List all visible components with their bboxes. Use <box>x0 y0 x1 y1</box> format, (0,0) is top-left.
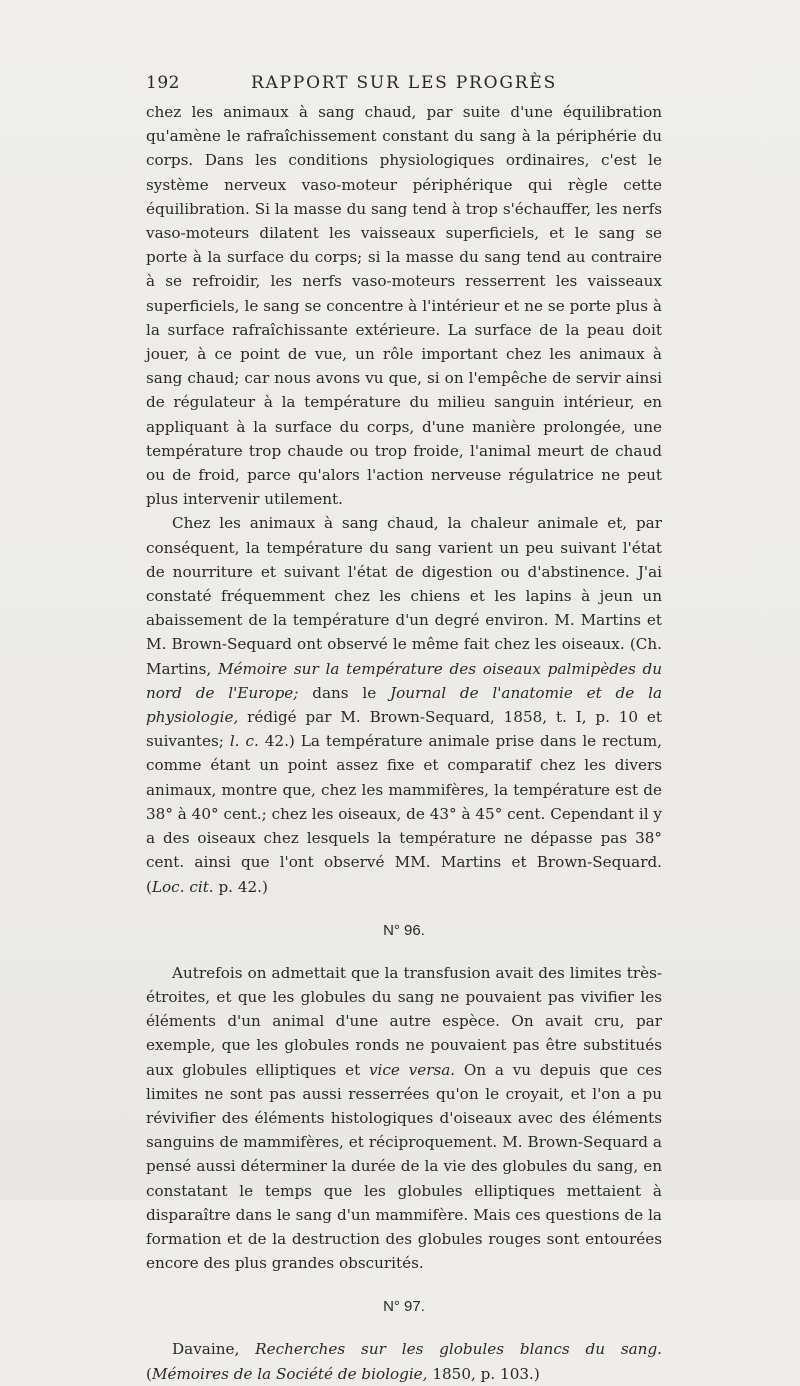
text-run: p. 42.) <box>213 877 268 896</box>
citation-title: Recherches sur les globules blancs du sang. <box>255 1340 662 1359</box>
journal-title: Journal de l'anatomie et de la physiologie, <box>146 683 662 727</box>
text-run: 1850, p. 103.) <box>427 1364 540 1383</box>
paragraph-continuation: chez les animaux à sang chaud, par suite d'une équilibration qu'amène le rafraîchissement constant du sang à la périphérie du corps. Dans les conditions physiologiques ordinaires, c'est le système nerveux vaso-moteur périphérique qui règle cette équilibration. Si la masse du sang tend à trop s'échauffer, les nerfs vaso-moteurs dilatent les vaisseaux superficiels, et le sang se porte à la surface du corps; si la masse du sang tend au contraire à se refroidir, les nerfs vaso-moteurs resserrent les vaisseaux superficiels, le sang se concentre à l'intérieur et ne se porte plus à la surface rafraîchissante extérieure. La surface de la peau doit jouer, à ce point de vue, un rôle important chez les animaux à sang chaud; car nous avons vu que, si on l'empêche de servir ainsi de régulateur à la température du milieu sanguin intérieur, en appliquant à la surface du corps, d'une manière prolongée, une température trop chaude ou trop froide, l'animal meurt de chaud ou de froid, parce qu'alors l'action nerveuse régulatrice ne peut plus intervenir utilement. <box>146 103 662 509</box>
section-number-97: N° 97. <box>383 1298 425 1316</box>
page-number: 192 <box>146 73 180 93</box>
journal-title: Mémoires de la Société de biologie, <box>151 1364 428 1383</box>
text-run: On a vu depuis que ces limites ne sont pas aussi resserrées qu'on le croyait, et l'on a pu révivifier des éléments histologiques d'oiseaux avec des éléments sanguins de mammifères, et réciproquement. M. Brown-Sequard a pensé aussi déterminer la durée de la vie des globules du sang, en constatant le temps que les globules elliptiques mettaient à disparaître dans le sang d'un mammifère. Mais ces questions de la formation et de la destruction des globules rouges sont entourées encore des plus grandes obscurités. <box>146 1060 662 1273</box>
loc-cit: Loc. cit. <box>151 877 214 896</box>
text-run: rédigé par M. Brown-Sequard, 1858, t. I, p. 10 et suivantes; <box>146 708 662 751</box>
text-run: Autrefois on admettait que la transfusion avait des limites très-étroites, et que les globules du sang ne pouvaient pas vivifier les éléments d'un animal d'une autre espèce. On avait cru, par exemple, que les globules ronds ne pouvaient pas être substitués aux globules elliptiques et <box>146 963 662 1079</box>
body-text <box>146 100 662 1386</box>
paragraph-transfusion <box>146 961 662 1276</box>
running-title: RAPPORT SUR LES PROGRÈS <box>250 73 558 93</box>
italic-phrase: vice versa. <box>368 1060 456 1079</box>
paragraph-davaine <box>146 1337 662 1385</box>
text-run: ( <box>146 1364 152 1383</box>
text-run: Davaine, <box>172 1340 256 1359</box>
text-run: Chez les animaux à sang chaud, la chaleur animale et, par conséquent, la température du sang varient un peu suivant l'état de nourriture et suivant l'état de digestion ou d'abstinence. J'ai constaté fréquemment chez les chiens et les lapins à jeun un abaissement de la température d'un degré environ. M. Martins et M. Brown-Sequard ont observé le même fait chez les oiseaux. (Ch. Martins, <box>146 514 662 678</box>
loc-cit: l. c. <box>229 732 259 751</box>
section-number-96: N° 96. <box>383 921 425 939</box>
citation-title: Mémoire sur la température des oiseaux palmipèdes du nord de l'Europe; <box>146 659 662 702</box>
text-run: 42.) La température animale prise dans le rectum, comme étant un point assez fixe et comparatif chez les divers animaux, montre que, chez les mammifères, la température est de 38° à 40° cent.; chez les oiseaux, de 43° à 45° cent. Cependant il y a des oiseaux chez lesquels la température ne dépasse pas 38° cent. ainsi que l'ont observé MM. Martins et Brown-Sequard. ( <box>146 732 662 896</box>
paragraph-temperature <box>146 511 662 898</box>
running-head <box>146 73 662 97</box>
text-run: dans le <box>298 683 391 702</box>
